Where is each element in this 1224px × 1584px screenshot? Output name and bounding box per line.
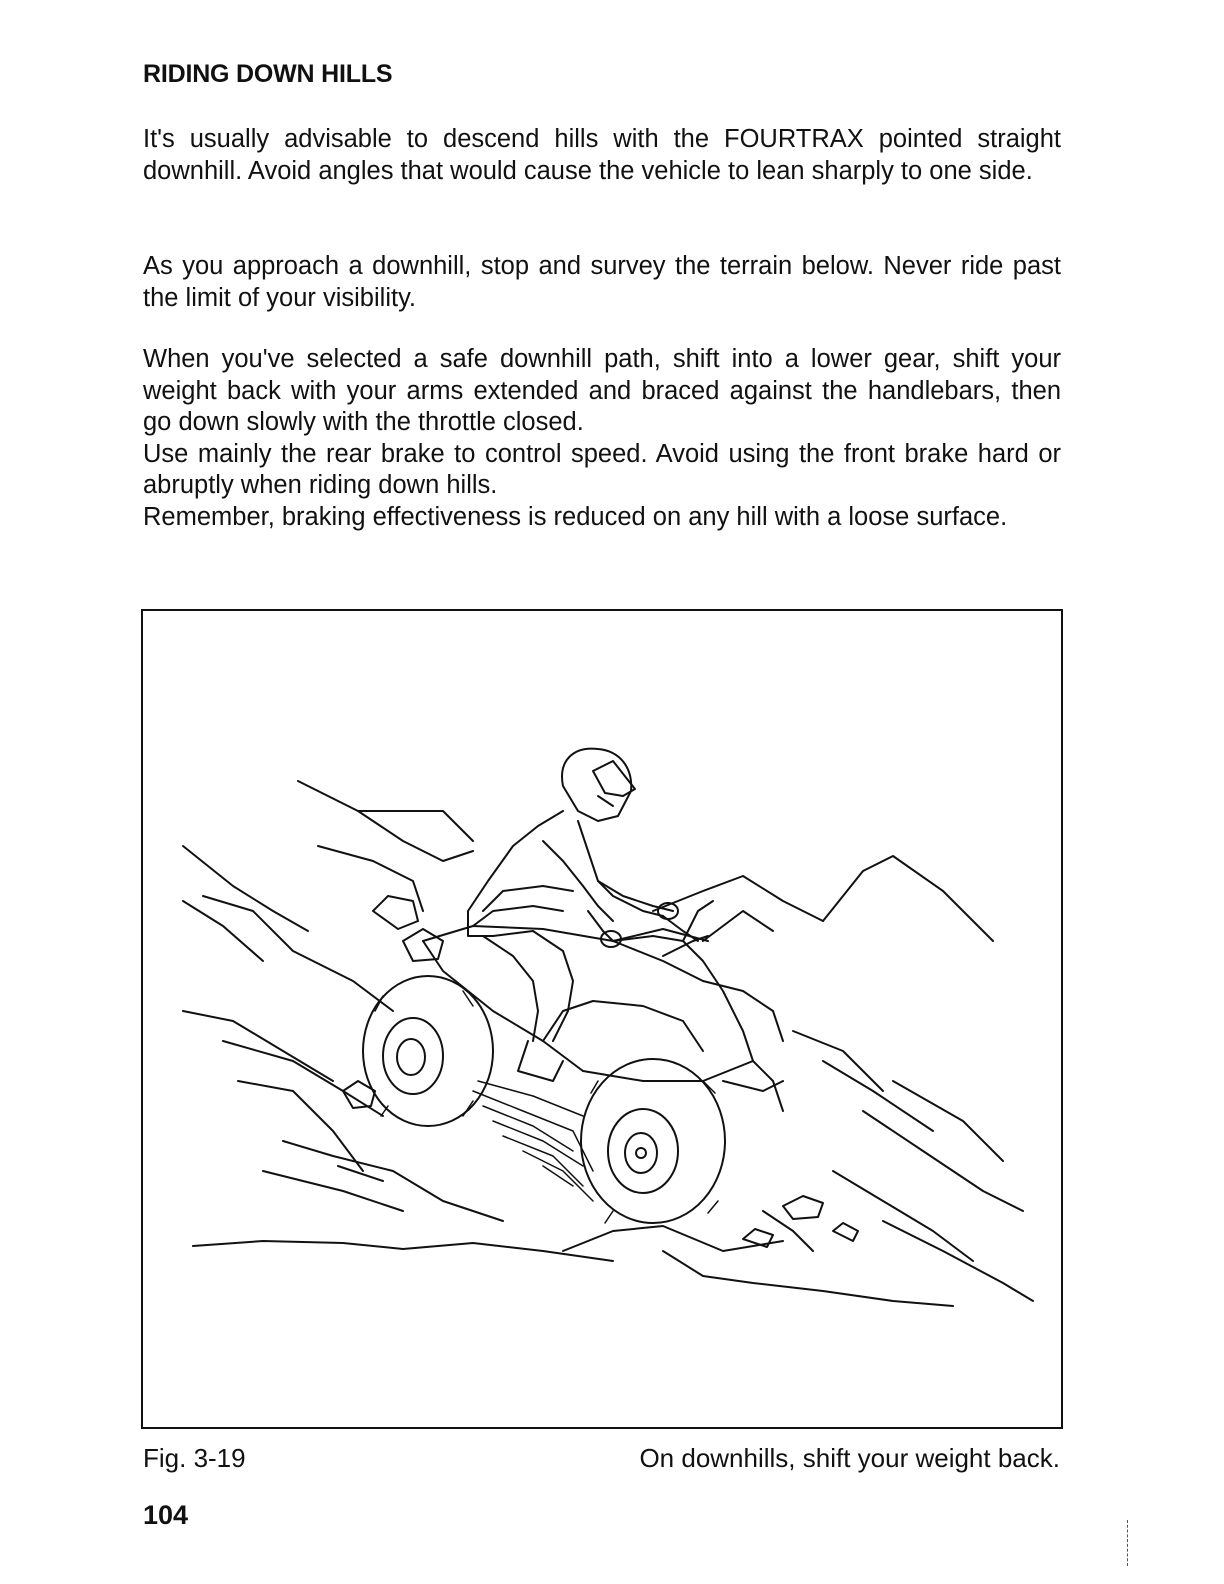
- paragraph-downhill-technique: When you've selected a safe downhill path, shift into a lower gear, shift your weight back with your arms extended and braced against the handlebars, then go down slowly with the throttle closed. Use mainly the rear brake to control speed. Avoid using the front brake hard or abruptly when riding down hills. Remember, braking effectiveness is reduced on any hill with a loose surface.: [143, 345, 1061, 531]
- section-heading: RIDING DOWN HILLS: [143, 60, 393, 88]
- mountain-range: [653, 856, 993, 941]
- figure-frame: [141, 609, 1063, 1429]
- paragraph-descend-straight: It's usually advisable to descend hills with the FOURTRAX pointed straight downhill. Avoid angles that would cause the vehicle to lean sharply to one side.: [143, 125, 1061, 185]
- atv-vehicle: [423, 886, 783, 1111]
- figure-label: Fig. 3-19: [143, 1443, 246, 1473]
- figure-caption: On downhills, shift your weight back.: [639, 1443, 1060, 1473]
- paragraph-survey-terrain: As you approach a downhill, stop and survey the terrain below. Never ride past the limit of your visibility.: [143, 252, 1061, 312]
- ground-shadow: [473, 1081, 593, 1201]
- page-number: 104: [143, 1500, 189, 1530]
- rear-wheel: [363, 976, 493, 1126]
- rider: [468, 749, 698, 1081]
- front-wheel: [581, 1059, 725, 1223]
- atv-downhill-illustration: [143, 611, 1061, 1427]
- scan-edge-mark: [1127, 1520, 1128, 1566]
- hill-slope-lines: [183, 781, 1033, 1306]
